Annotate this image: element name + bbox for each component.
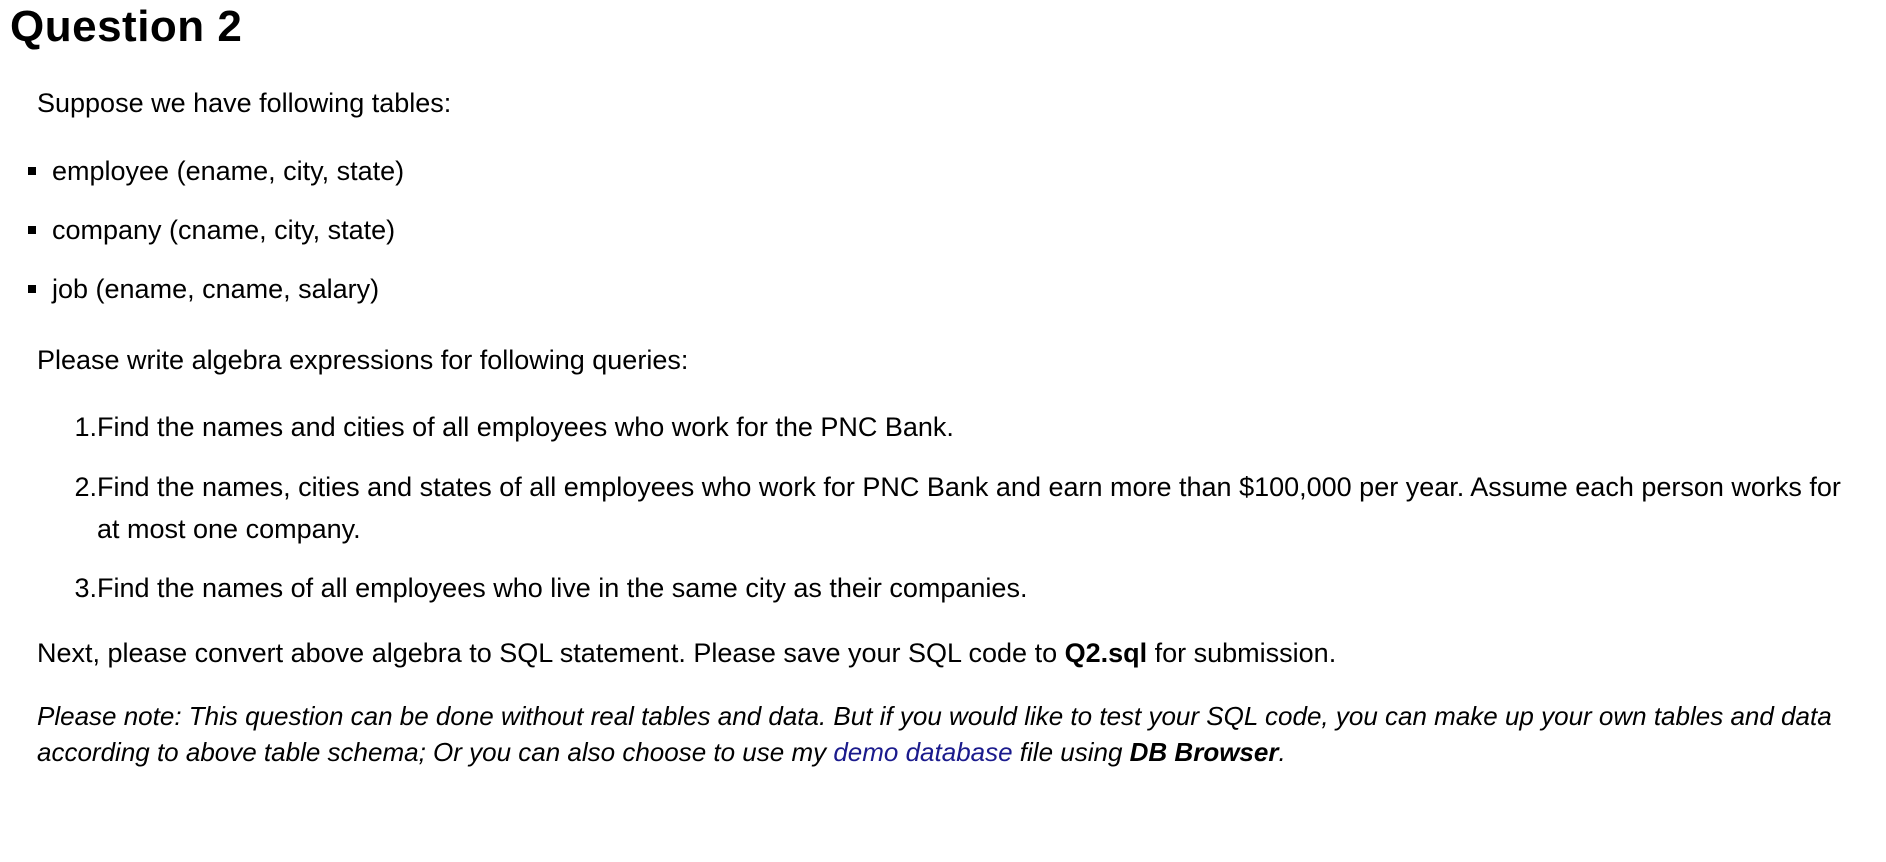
query-text: Find the names, cities and states of all employees who work for PNC Bank and earn more than $100,000 per year. Assume each person works for at most one company. xyxy=(97,472,1841,544)
table-schema: job (ename, cname, salary) xyxy=(52,274,380,304)
item-number: 3. xyxy=(74,573,97,603)
list-item xyxy=(28,272,379,306)
item-number: 2. xyxy=(74,472,97,502)
list-item xyxy=(28,154,404,188)
item-number: 1. xyxy=(74,412,97,442)
note-text: Please note: This question can be done without real tables and data. But if you would like to test your SQL code, you can make up your own tables and data according to above table schema; Or you can also choose to use my xyxy=(37,701,1832,767)
note-paragraph xyxy=(37,698,1873,770)
list-item xyxy=(70,466,1860,550)
note-text-end: . xyxy=(1278,737,1286,767)
demo-database-link[interactable]: demo database xyxy=(833,737,1013,767)
query-text: Find the names and cities of all employees who work for the PNC Bank. xyxy=(97,412,954,442)
list-item xyxy=(70,567,1860,609)
sql-filename: Q2.sql xyxy=(1064,638,1148,668)
next-text: Next, please convert above algebra to SQL statement. Please save your SQL code to xyxy=(37,638,1065,668)
next-text-end: for submission. xyxy=(1147,638,1337,668)
bullet-icon xyxy=(28,167,36,175)
next-instructions xyxy=(37,636,1336,670)
table-schema: company (cname, city, state) xyxy=(52,215,396,245)
page-title: Question 2 xyxy=(10,2,243,51)
intro-text: Suppose we have following tables: xyxy=(37,88,452,118)
list-item xyxy=(28,213,395,247)
table-schema: employee (ename, city, state) xyxy=(52,156,405,186)
bullet-icon xyxy=(28,226,36,234)
note-text-middle: file using xyxy=(1012,737,1130,767)
prompt-text: Please write algebra expressions for following queries: xyxy=(37,345,689,375)
bullet-icon xyxy=(28,285,36,293)
list-item xyxy=(70,406,1860,448)
query-text: Find the names of all employees who live in the same city as their companies. xyxy=(97,573,1028,603)
db-browser-name: DB Browser xyxy=(1129,737,1279,767)
